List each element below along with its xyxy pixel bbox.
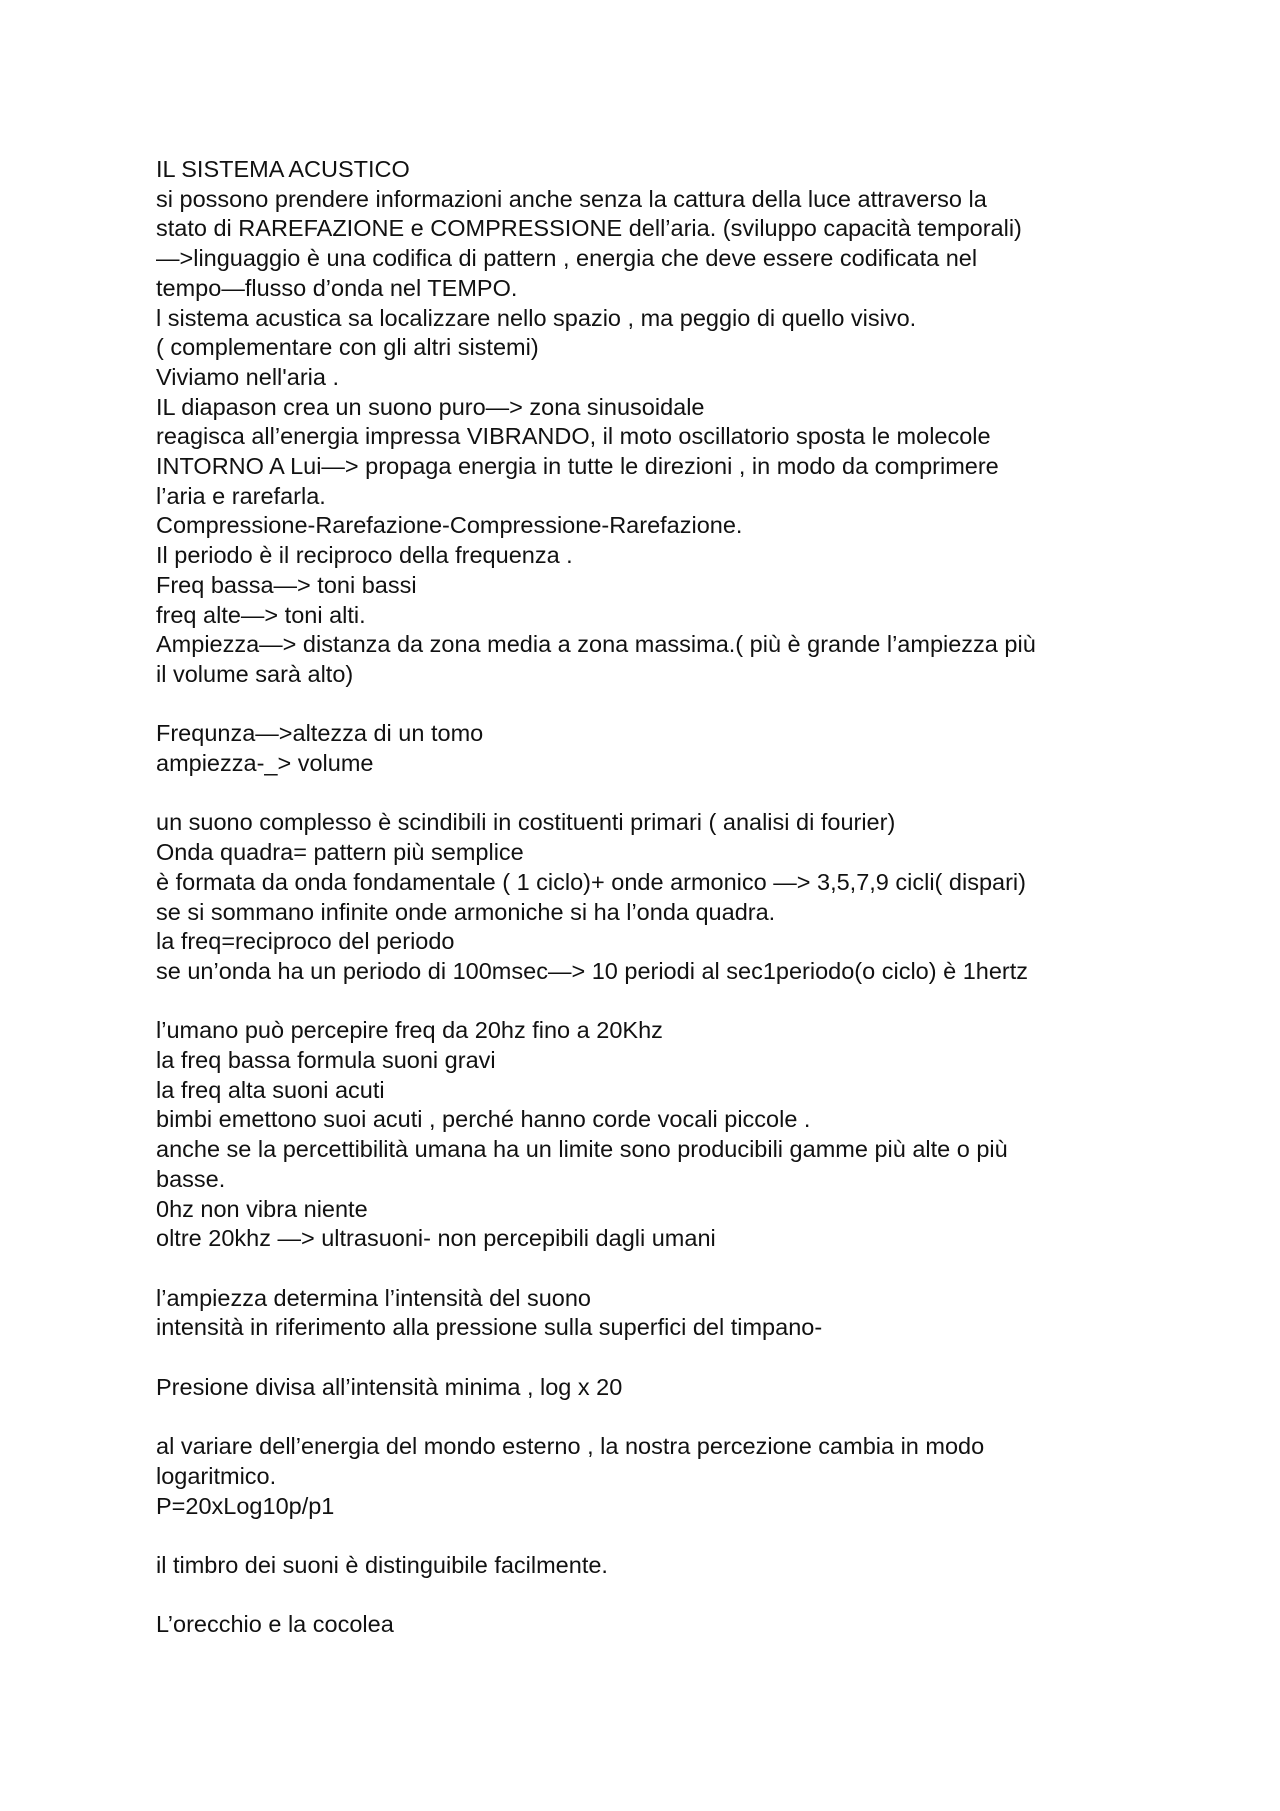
text-line: reagisca all’energia impressa VIBRANDO, il moto oscillatorio sposta le molecole bbox=[156, 423, 991, 450]
blank-line bbox=[156, 1254, 1156, 1284]
text-line: —>linguaggio è una codifica di pattern , energia che deve essere codificata nel bbox=[156, 245, 978, 272]
text-line: l sistema acustica sa localizzare nello spazio , ma peggio di quello visivo. bbox=[156, 304, 917, 331]
text-line: Compressione-Rarefazione-Compressione-Rarefazione. bbox=[156, 512, 743, 539]
text-line: freq alte—> toni alti. bbox=[156, 601, 366, 628]
text-line: se un’onda ha un periodo di 100msec—> 10 periodi al sec1periodo(o ciclo) è 1hertz bbox=[156, 957, 1029, 984]
text-line: ( complementare con gli altri sistemi) bbox=[156, 334, 539, 361]
text-line: P=20xLog10p/p1 bbox=[156, 1492, 335, 1519]
text-line: Ampiezza—> distanza da zona media a zona massima.( più è grande l’ampiezza più bbox=[156, 631, 1036, 658]
text-line: logaritmico. bbox=[156, 1462, 277, 1489]
document-title: IL SISTEMA ACUSTICO bbox=[156, 156, 410, 182]
text-line: l’ampiezza determina l’intensità del suono bbox=[156, 1284, 591, 1311]
text-line: tempo—flusso d’onda nel TEMPO. bbox=[156, 274, 518, 301]
text-line: Freq bassa—> toni bassi bbox=[156, 571, 417, 598]
text-line: si possono prendere informazioni anche senza la cattura della luce attraverso la bbox=[156, 185, 987, 212]
text-line: L’orecchio e la cocolea bbox=[156, 1611, 394, 1638]
text-line: Onda quadra= pattern più semplice bbox=[156, 839, 524, 866]
text-line: IL diapason crea un suono puro—> zona sinusoidale bbox=[156, 393, 705, 420]
text-line: Presione divisa all’intensità minima , log x 20 bbox=[156, 1373, 623, 1400]
text-line: Il periodo è il reciproco della frequenza . bbox=[156, 542, 573, 569]
text-line: la freq alta suoni acuti bbox=[156, 1076, 385, 1103]
text-line: basse. bbox=[156, 1165, 226, 1192]
text-line: oltre 20khz —> ultrasuoni- non percepibili dagli umani bbox=[156, 1225, 716, 1252]
blank-line bbox=[156, 1402, 1156, 1432]
text-line: la freq bassa formula suoni gravi bbox=[156, 1047, 496, 1074]
text-line: il timbro dei suoni è distinguibile facilmente. bbox=[156, 1551, 608, 1578]
text-line: bimbi emettono suoi acuti , perché hanno corde vocali piccole . bbox=[156, 1106, 811, 1133]
text-line: un suono complesso è scindibili in costituenti primari ( analisi di fourier) bbox=[156, 809, 896, 836]
blank-line bbox=[156, 690, 1156, 720]
document-body bbox=[156, 155, 1156, 1640]
text-line: la freq=reciproco del periodo bbox=[156, 928, 455, 955]
text-line: anche se la percettibilità umana ha un limite sono producibili gamme più alte o più bbox=[156, 1136, 1008, 1163]
text-line: ampiezza-_> volume bbox=[156, 750, 374, 777]
blank-line bbox=[156, 987, 1156, 1017]
text-line: intensità in riferimento alla pressione sulla superfici del timpano- bbox=[156, 1314, 823, 1341]
blank-line bbox=[156, 1343, 1156, 1373]
text-line: stato di RAREFAZIONE e COMPRESSIONE dell’aria. (sviluppo capacità temporali) bbox=[156, 215, 1022, 242]
text-line: è formata da onda fondamentale ( 1 ciclo)+ onde armonico —> 3,5,7,9 cicli( dispari) bbox=[156, 868, 1026, 895]
blank-line bbox=[156, 1581, 1156, 1611]
text-line: INTORNO A Lui—> propaga energia in tutte le direzioni , in modo da comprimere bbox=[156, 453, 999, 480]
text-line: se si sommano infinite onde armoniche si ha l’onda quadra. bbox=[156, 898, 776, 925]
text-line: l’umano può percepire freq da 20hz fino a 20Khz bbox=[156, 1017, 663, 1044]
text-line: il volume sarà alto) bbox=[156, 660, 354, 687]
text-line: Viviamo nell'aria . bbox=[156, 363, 339, 390]
text-line: Frequnza—>altezza di un tomo bbox=[156, 720, 484, 747]
text-line: al variare dell’energia del mondo esterno , la nostra percezione cambia in modo bbox=[156, 1433, 985, 1460]
text-line: l’aria e rarefarla. bbox=[156, 482, 326, 509]
blank-line bbox=[156, 779, 1156, 809]
text-line: 0hz non vibra niente bbox=[156, 1195, 368, 1222]
blank-line bbox=[156, 1521, 1156, 1551]
